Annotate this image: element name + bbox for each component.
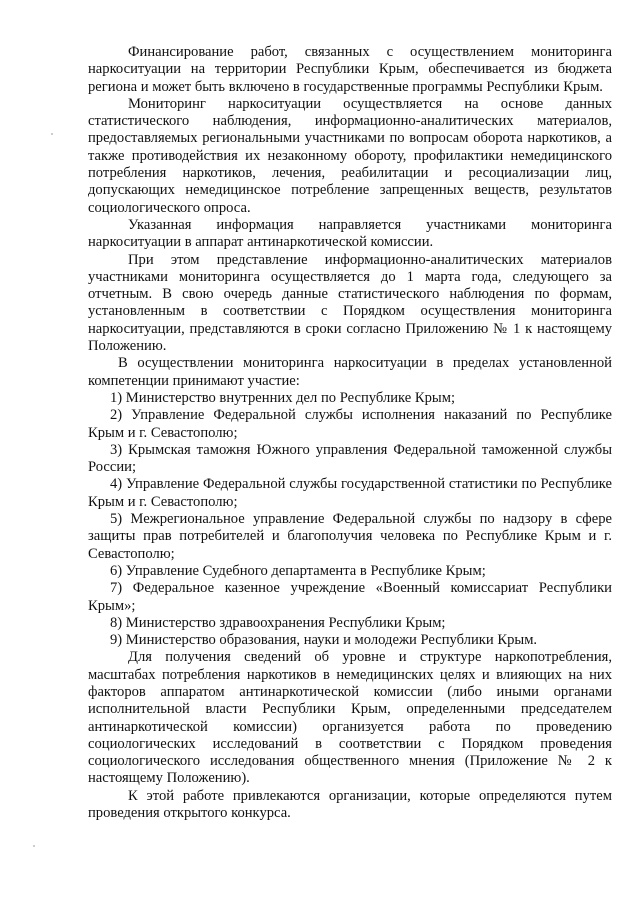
paragraph-contest: К этой работе привлекаются организации, которые определяются путем проведения открытого конкурса. (88, 787, 612, 822)
participant-item: 2) Управление Федеральной службы исполнения наказаний по Республике Крым и г. Севастополю; (88, 407, 612, 441)
participant-item: 3) Крымская таможня Южного управления Федеральной таможенной службы России; (88, 441, 612, 476)
paragraph-sociological-research: Для получения сведений об уровне и структуре наркопотребления, масштабах потребления наркотиков в немедицинских целях и влияющих на них факторов аппаратом антинаркотической комиссии (либо иными органами исполнительной власти Республики Крым, определенными председателем антинаркотической комиссии) организуется работа по проведению социологических исследований в соответствии с Порядком проведения социологического исследования общественного мнения (Приложение № 2 к настоящему Положению). (88, 649, 612, 787)
document-body (88, 44, 612, 822)
paragraph-deadlines: При этом представление информационно-аналитических материалов участниками мониторинга осуществляется до 1 марта года, следующего за отчетным. В свою очередь данные статистического наблюдения по формам, установленным в соответствии с Порядком осуществления мониторинга наркоситуации, представляются в сроки согласно Приложению № 1 к настоящему Положению. (88, 251, 612, 355)
participant-item: 1) Министерство внутренних дел по Республике Крым; (110, 389, 456, 406)
paragraph-participants-intro: В осуществлении мониторинга наркоситуации в пределах установленной компетенции принимают участие: (88, 355, 612, 389)
participant-item: 4) Управление Федеральной службы государственной статистики по Республике Крым и г. Севастополю; (88, 476, 612, 510)
paragraph-monitoring-basis: Мониторинг наркоситуации осуществляется на основе данных статистического наблюдения, информационно-аналитических материалов, предоставляемых региональными участниками по вопросам оборота наркотиков, а также противодействия их незаконному обороту, профилактики немедицинского потребления наркотиков, лечения, реабилитации и ресоциализации лиц, допускающих немедицинское потребление запрещенных веществ, результатов социологического опроса. (88, 95, 612, 216)
participant-item: 5) Межрегиональное управление Федеральной службы по надзору в сфере защиты прав потребителей и благополучия человека по Республике Крым и г. Севастополю; (88, 511, 612, 562)
participant-item: 6) Управление Судебного департамента в Республике Крым; (110, 562, 486, 579)
participant-item: 8) Министерство здравоохранения Республики Крым; (110, 614, 446, 631)
participant-item: 7) Федеральное казенное учреждение «Военный комиссариат Республики Крым»; (88, 580, 612, 614)
paragraph-information-direction: Указанная информация направляется участниками мониторинга наркоситуации в аппарат антинаркотической комиссии. (88, 216, 612, 251)
participant-item: 9) Министерство образования, науки и молодежи Республики Крым. (110, 632, 538, 649)
scan-speck (33, 845, 35, 847)
paragraph-financing: Финансирование работ, связанных с осуществлением мониторинга наркоситуации на территории Республики Крым, обеспечивается из бюджета региона и может быть включено в государственные программы Республики Крым. (88, 44, 612, 95)
scan-speck (51, 133, 53, 135)
